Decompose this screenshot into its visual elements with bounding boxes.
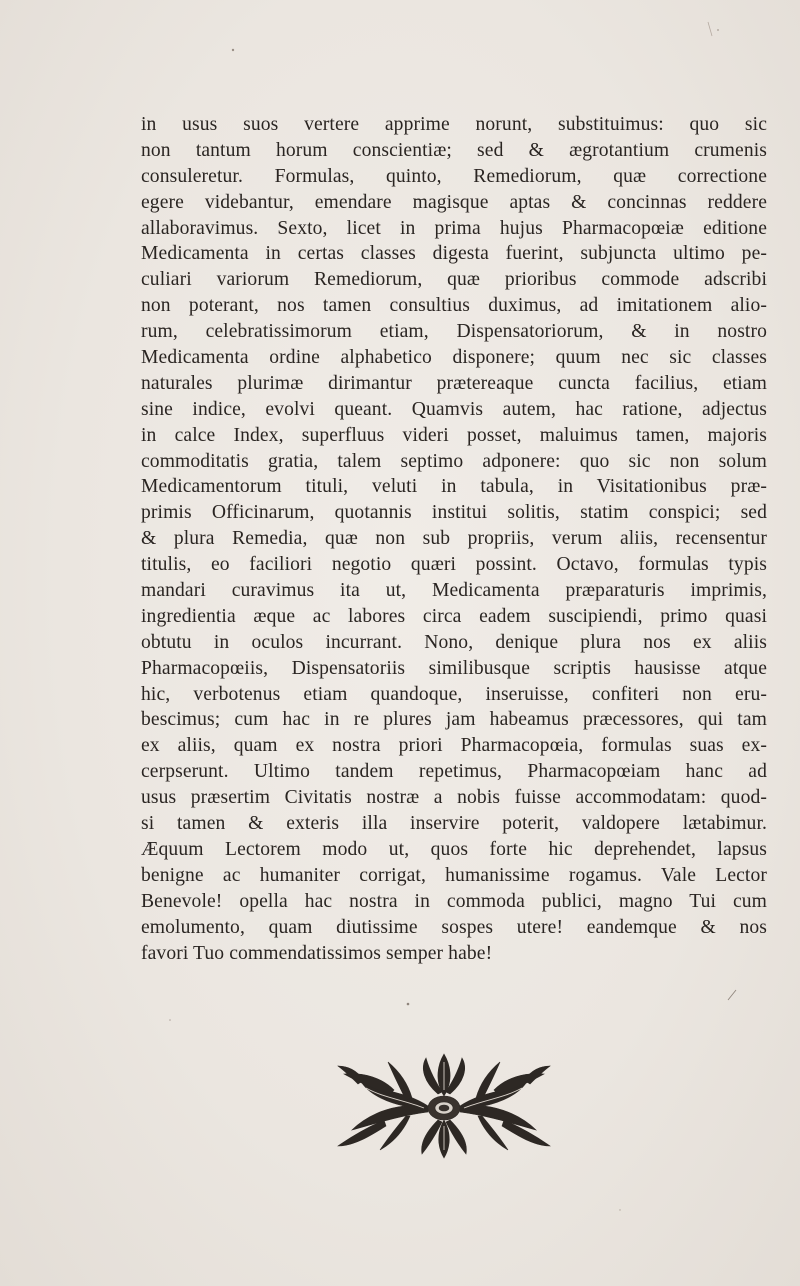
text-line: hic, verbotenus etiam quandoque, inseruisse, confiteri non eru- — [141, 683, 767, 705]
text-line: benigne ac humaniter corrigat, humanissime rogamus. Vale Lector — [141, 864, 767, 886]
text-line: primis Officinarum, quotannis institui solitis, statim conspici; sed — [141, 502, 767, 524]
text-line: ingredientia æque ac labores circa eadem suscipiendi, primo quasi — [141, 605, 767, 627]
text-line: consuleretur. Formulas, quinto, Remediorum, quæ correctione — [141, 165, 767, 187]
text-line: emolumento, quam diutissime sospes utere! eandemque & nos — [141, 916, 767, 938]
text-line: culiari variorum Remediorum, quæ prioribus commode adscribi — [141, 269, 767, 291]
text-line: usus præsertim Civitatis nostræ a nobis fuisse accommodatam: quod- — [141, 787, 767, 809]
text-line: sine indice, evolvi queant. Quamvis autem, hac ratione, adjectus — [141, 398, 767, 420]
text-line: egere videbantur, emendare magisque aptas & concinnas reddere — [141, 191, 767, 213]
text-line: Pharmacopœiis, Dispensatoriis similibusque scriptis hausisse atque — [141, 657, 767, 679]
text-line: favori Tuo commendatissimos semper habe! — [141, 942, 493, 964]
text-line: non tantum horum conscientiæ; sed & ægrotantium crumenis — [141, 139, 767, 161]
text-line: ex aliis, quam ex nostra priori Pharmacopœia, formulas suas ex- — [141, 735, 767, 757]
text-line: & plura Remedia, quæ non sub propriis, verum aliis, recensentur — [141, 528, 767, 550]
body-text — [141, 112, 767, 966]
text-line: titulis, eo faciliori negotio quæri possint. Octavo, formulas typis — [141, 554, 767, 576]
text-line: obtutu in oculos incurrant. Nono, denique plura nos ex aliis — [141, 631, 767, 653]
text-line: rum, celebratissimorum etiam, Dispensatoriorum, & in nostro — [141, 321, 767, 343]
text-line: commoditatis gratia, talem septimo adponere: quo sic non solum — [141, 450, 767, 472]
text-line: Medicamenta in certas classes digesta fuerint, subjuncta ultimo pe- — [141, 243, 767, 265]
text-line: allaboravimus. Sexto, licet in prima hujus Pharmacopœiæ editione — [141, 217, 767, 239]
text-line: Æquum Lectorem modo ut, quos forte hic deprehendet, lapsus — [141, 838, 767, 860]
text-line: bescimus; cum hac in re plures jam habeamus præcessores, qui tam — [141, 709, 767, 731]
text-line: in usus suos vertere apprime norunt, substituimus: quo sic — [141, 114, 767, 135]
text-line: si tamen & exteris illa inservire poterit, valdopere lætabimur. — [141, 813, 767, 835]
text-line: non poterant, nos tamen consultius duximus, ad imitationem alio- — [141, 295, 767, 317]
text-line: cerpserunt. Ultimo tandem repetimus, Pharmacopœiam hanc ad — [141, 761, 767, 783]
text-line: Benevole! opella hac nostra in commoda publici, magno Tui cum — [141, 890, 767, 912]
text-line: Medicamenta ordine alphabetico disponere; quum nec sic classes — [141, 347, 767, 369]
text-line: mandari curavimus ita ut, Medicamenta præparaturis imprimis, — [141, 580, 767, 602]
text-line: naturales plurimæ dirimantur prætereaque cuncta facilius, etiam — [141, 372, 767, 394]
floral-vignette-icon — [334, 1050, 554, 1160]
text-line: in calce Index, superfluus videri posset, maluimus tamen, majoris — [141, 424, 767, 446]
text-line: Medicamentorum tituli, veluti in tabula, in Visitationibus præ- — [141, 476, 767, 498]
